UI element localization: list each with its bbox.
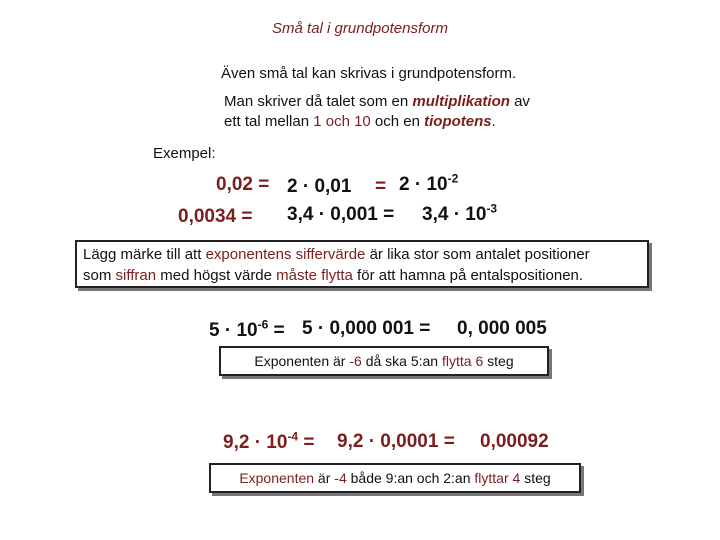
rule-text: av: [509, 93, 530, 110]
ex1-rhs: $2 \cdot 10^{-2}$: [399, 171, 459, 195]
ex4-rhs: 0,00092: [480, 431, 549, 452]
explanation-box-1: Exponenten är -6 då ska 5:an flytta 6 steg: [219, 346, 549, 376]
rule-text: .: [491, 113, 496, 130]
explanation-box-2: Exponenten är -4 både 9:an och 2:an flyttar 4 steg: [209, 463, 581, 493]
rule-line-1: [224, 92, 530, 112]
ex2-lhs: 0,0034 =: [178, 206, 253, 227]
keyword-tiopotens: tiopotens: [424, 113, 492, 130]
note-line-2: som siffran med högst värde måste flytta för att hamna på entalspositionen.: [83, 267, 584, 284]
rule-line-2: [224, 112, 496, 132]
ex3-rhs: 0, 000 005: [457, 318, 547, 339]
keyword-maste: måste: [276, 267, 318, 284]
ex4-lhs: $9,2 \cdot 10^{-4}$ =: [223, 429, 315, 453]
ex1-exponent: -2: [447, 171, 459, 186]
rule-text: Man skriver då talet som en: [224, 93, 413, 110]
note-box: [75, 240, 649, 288]
ex3-mid: 5 · 0,000 001 =: [302, 318, 431, 339]
ex2-exponent: -3: [486, 201, 498, 216]
note-line-1: Lägg märke till att exponentens siffervärde är lika stor som antalet positioner: [83, 246, 590, 263]
ex2-mid: 3,4 · 0,001 =: [287, 204, 395, 225]
rule-text: ett tal mellan: [224, 113, 314, 130]
keyword-multiplikation: multiplikation: [412, 93, 510, 110]
intro-text: Även små tal kan skrivas i grundpotensform.: [221, 65, 517, 82]
ex4-mid: 9,2 · 0,0001 =: [337, 431, 455, 452]
ex1-eq: =: [375, 176, 387, 197]
ex1-lhs: 0,02 =: [216, 174, 270, 195]
keyword-siffran: siffran: [115, 267, 157, 284]
ex4-exponent: -4: [287, 429, 299, 444]
page-title: Små tal i grundpotensform: [272, 20, 448, 37]
keyword-exponent: exponentens siffervärde: [205, 246, 366, 263]
keyword-range: 1 och 10: [313, 113, 371, 130]
ex3-lhs: $5 \cdot 10^{-6}$ =: [209, 317, 285, 341]
keyword-flytta: flytta: [321, 267, 353, 284]
ex1-mid: 2 · 0,01: [287, 176, 352, 197]
ex3-exponent: -6: [257, 317, 269, 332]
example-label: Exempel:: [153, 145, 216, 162]
ex2-rhs: $3,4 \cdot 10^{-3}$: [422, 201, 498, 225]
rule-text: och en: [370, 113, 425, 130]
